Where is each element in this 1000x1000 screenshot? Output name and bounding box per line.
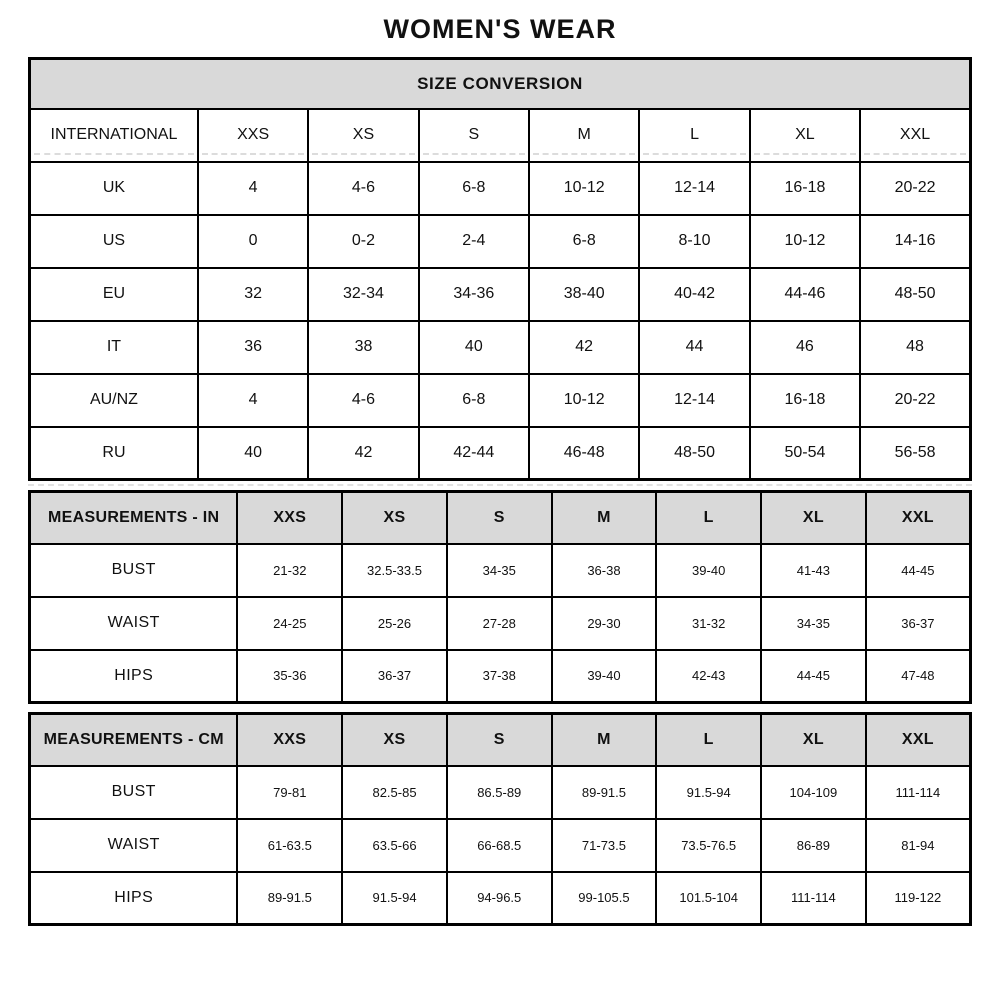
size-value: 46 [750, 321, 860, 374]
size-value: 36 [198, 321, 308, 374]
measurement-value: 91.5-94 [342, 872, 447, 925]
size-value: 16-18 [750, 374, 860, 427]
measurement-value: 111-114 [866, 766, 971, 819]
table-row-uk [30, 162, 971, 215]
size-value: 14-16 [860, 215, 970, 268]
column-header-xxl: XXL [860, 109, 970, 162]
measurements-cm-header-row [30, 714, 971, 766]
measurement-value: 61-63.5 [237, 819, 342, 872]
table-row-it [30, 321, 971, 374]
size-value: 6-8 [529, 215, 639, 268]
column-header-l: L [656, 492, 761, 544]
table-row-bust [30, 544, 971, 597]
row-label: WAIST [30, 597, 238, 650]
column-header-s: S [419, 109, 529, 162]
size-value: 56-58 [860, 427, 970, 480]
column-header-l: L [639, 109, 749, 162]
row-label: HIPS [30, 650, 238, 703]
column-header-international: INTERNATIONAL [30, 109, 198, 162]
measurement-value: 63.5-66 [342, 819, 447, 872]
column-header-xs: XS [342, 714, 447, 766]
column-header-m: M [552, 714, 657, 766]
measurement-value: 36-37 [866, 597, 971, 650]
size-value: 8-10 [639, 215, 749, 268]
measurement-value: 34-35 [761, 597, 866, 650]
measurement-value: 94-96.5 [447, 872, 552, 925]
size-value: 6-8 [419, 162, 529, 215]
row-label: RU [30, 427, 198, 480]
size-value: 44 [639, 321, 749, 374]
column-header-xl: XL [750, 109, 860, 162]
measurement-value: 119-122 [866, 872, 971, 925]
size-value: 12-14 [639, 374, 749, 427]
column-header-xl: XL [761, 492, 866, 544]
table-row-aunz [30, 374, 971, 427]
size-value: 4-6 [308, 374, 418, 427]
measurement-value: 89-91.5 [552, 766, 657, 819]
measurement-value: 99-105.5 [552, 872, 657, 925]
measurement-value: 71-73.5 [552, 819, 657, 872]
size-value: 2-4 [419, 215, 529, 268]
measurement-value: 36-38 [552, 544, 657, 597]
table-row-hips [30, 872, 971, 925]
table-row-eu [30, 268, 971, 321]
table-row-ru [30, 427, 971, 480]
measurement-value: 66-68.5 [447, 819, 552, 872]
size-value: 40-42 [639, 268, 749, 321]
size-conversion-table [28, 57, 972, 481]
size-value: 12-14 [639, 162, 749, 215]
measurement-value: 104-109 [761, 766, 866, 819]
column-header-m: M [552, 492, 657, 544]
size-value: 34-36 [419, 268, 529, 321]
size-value: 16-18 [750, 162, 860, 215]
measurement-value: 24-25 [237, 597, 342, 650]
column-header-xxs: XXS [237, 714, 342, 766]
size-value: 6-8 [419, 374, 529, 427]
measurements-cm-table [28, 712, 972, 926]
measurement-value: 79-81 [237, 766, 342, 819]
measurement-value: 73.5-76.5 [656, 819, 761, 872]
size-value: 32 [198, 268, 308, 321]
row-label: BUST [30, 766, 238, 819]
column-header-xxs: XXS [237, 492, 342, 544]
size-value: 0 [198, 215, 308, 268]
row-label: BUST [30, 544, 238, 597]
column-header-xs: XS [342, 492, 447, 544]
row-label: US [30, 215, 198, 268]
table-row-us [30, 215, 971, 268]
size-value: 42 [529, 321, 639, 374]
measurement-value: 86.5-89 [447, 766, 552, 819]
size-value: 42 [308, 427, 418, 480]
measurements-cm-header: MEASUREMENTS - CM [30, 714, 238, 766]
size-value: 20-22 [860, 374, 970, 427]
size-value: 4-6 [308, 162, 418, 215]
size-value: 32-34 [308, 268, 418, 321]
table-row-waist [30, 819, 971, 872]
size-value: 4 [198, 162, 308, 215]
size-value: 4 [198, 374, 308, 427]
column-header-s: S [447, 714, 552, 766]
table-row-bust [30, 766, 971, 819]
size-value: 46-48 [529, 427, 639, 480]
measurement-value: 27-28 [447, 597, 552, 650]
measurement-value: 81-94 [866, 819, 971, 872]
measurement-value: 82.5-85 [342, 766, 447, 819]
measurement-value: 25-26 [342, 597, 447, 650]
size-value: 0-2 [308, 215, 418, 268]
size-value: 38 [308, 321, 418, 374]
measurement-value: 36-37 [342, 650, 447, 703]
size-value: 38-40 [529, 268, 639, 321]
row-label: AU/NZ [30, 374, 198, 427]
measurement-value: 111-114 [761, 872, 866, 925]
size-value: 50-54 [750, 427, 860, 480]
size-value: 40 [419, 321, 529, 374]
size-value: 10-12 [750, 215, 860, 268]
measurement-value: 32.5-33.5 [342, 544, 447, 597]
row-label: HIPS [30, 872, 238, 925]
column-header-l: L [656, 714, 761, 766]
measurement-value: 86-89 [761, 819, 866, 872]
measurement-value: 37-38 [447, 650, 552, 703]
table-gap [28, 704, 972, 712]
column-header-xl: XL [761, 714, 866, 766]
column-header-s: S [447, 492, 552, 544]
dashed-divider [28, 484, 972, 486]
measurement-value: 34-35 [447, 544, 552, 597]
measurements-in-table [28, 490, 972, 704]
measurement-value: 101.5-104 [656, 872, 761, 925]
measurement-value: 35-36 [237, 650, 342, 703]
column-header-xs: XS [308, 109, 418, 162]
measurements-in-header-row [30, 492, 971, 544]
size-value: 48-50 [860, 268, 970, 321]
row-label: UK [30, 162, 198, 215]
row-label: EU [30, 268, 198, 321]
size-value: 40 [198, 427, 308, 480]
table-banner-row [30, 59, 971, 109]
measurement-value: 29-30 [552, 597, 657, 650]
size-value: 48 [860, 321, 970, 374]
size-value: 10-12 [529, 374, 639, 427]
measurement-value: 21-32 [237, 544, 342, 597]
size-value: 10-12 [529, 162, 639, 215]
size-conversion-header: SIZE CONVERSION [30, 59, 971, 109]
table-row-waist [30, 597, 971, 650]
measurements-in-header: MEASUREMENTS - IN [30, 492, 238, 544]
size-value: 20-22 [860, 162, 970, 215]
measurement-value: 91.5-94 [656, 766, 761, 819]
size-value: 42-44 [419, 427, 529, 480]
column-header-xxl: XXL [866, 714, 971, 766]
row-label: IT [30, 321, 198, 374]
page-title: WOMEN'S WEAR [383, 14, 617, 44]
measurement-value: 42-43 [656, 650, 761, 703]
row-label: WAIST [30, 819, 238, 872]
measurement-value: 39-40 [656, 544, 761, 597]
column-header-xxl: XXL [866, 492, 971, 544]
measurement-value: 47-48 [866, 650, 971, 703]
size-value: 48-50 [639, 427, 749, 480]
column-header-xxs: XXS [198, 109, 308, 162]
table-row-hips [30, 650, 971, 703]
column-header-row [30, 109, 971, 162]
measurement-value: 39-40 [552, 650, 657, 703]
measurement-value: 41-43 [761, 544, 866, 597]
size-value: 44-46 [750, 268, 860, 321]
measurement-value: 89-91.5 [237, 872, 342, 925]
column-header-m: M [529, 109, 639, 162]
measurement-value: 44-45 [761, 650, 866, 703]
measurement-value: 44-45 [866, 544, 971, 597]
measurement-value: 31-32 [656, 597, 761, 650]
